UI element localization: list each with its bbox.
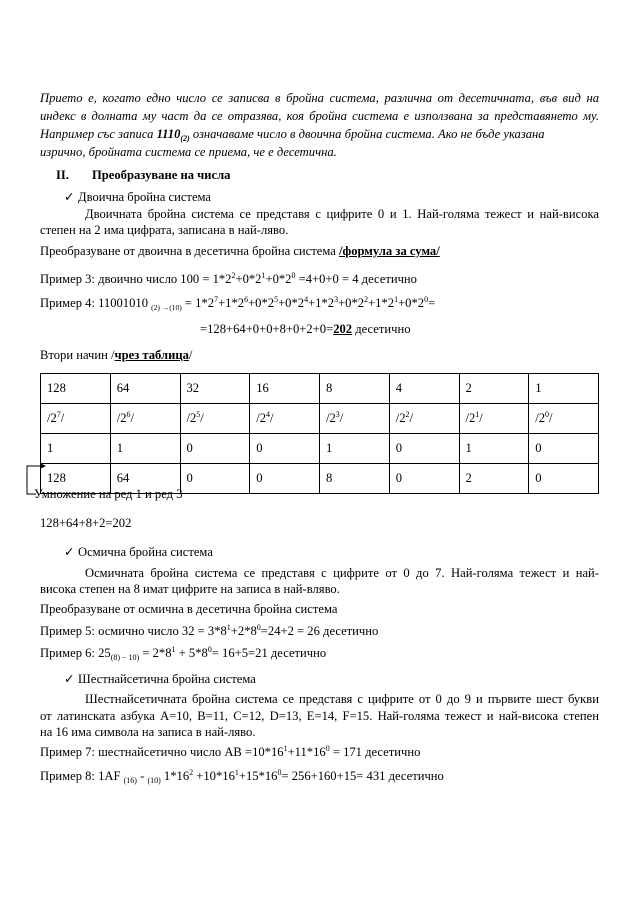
binary-conversion-title — [40, 244, 440, 259]
table-cell: 8 — [320, 374, 390, 404]
table-cell: 32 — [180, 374, 250, 404]
ex4-exp: 1 — [394, 295, 399, 304]
table-cell: 0 — [180, 434, 250, 464]
ex4-term: +0*2 — [338, 296, 365, 310]
table-cell: 0 — [180, 464, 250, 494]
ex8-term: +10*16 — [193, 769, 235, 783]
intro-example-base: (2) — [180, 134, 190, 143]
table-method-title — [40, 348, 192, 363]
ex4-sum: =128+64+0+0+8+0+2+0= — [200, 322, 334, 336]
table-cell: 0 — [529, 464, 599, 494]
power-suffix: / — [549, 411, 553, 425]
table-method-post: / — [188, 348, 193, 362]
power-suffix: / — [270, 411, 274, 425]
ex4-exp: 4 — [304, 295, 309, 304]
ex4-terms — [214, 296, 435, 310]
table-cell: 8 — [320, 464, 390, 494]
table-cell: 128 — [41, 464, 111, 494]
ex5-exp: 0 — [256, 623, 261, 632]
ex3-exp: 1 — [261, 271, 266, 280]
ex7-exp: 1 — [283, 744, 288, 753]
table-cell: 1 — [459, 434, 529, 464]
ex6-exp: 1 — [171, 645, 176, 654]
example-3 — [40, 272, 417, 287]
intro-line-3-post: означаваме число в двоична бройна система. Ако не бъде указана — [189, 127, 545, 141]
ex5-term: +2*8 — [230, 624, 257, 638]
binary-heading-text: Двоична бройна система — [78, 190, 212, 204]
intro-line-4: изрично, бройната система се приема, че е десетична. — [40, 145, 337, 159]
table-cell: 4 — [389, 374, 459, 404]
ex5-post: =24+2 = 26 десетично — [260, 624, 379, 638]
example-7 — [40, 745, 420, 760]
ex8-exp: 2 — [189, 768, 194, 777]
table-cell: 16 — [250, 374, 320, 404]
power-prefix: /2 — [326, 411, 336, 425]
power-exp: 0 — [545, 410, 550, 419]
binary-desc-2: степен на 2 има цифрата, записана в най-ляво. — [40, 223, 289, 237]
table-row-powers — [41, 404, 599, 434]
table-cell: 0 — [389, 464, 459, 494]
table-cell: 0 — [250, 464, 320, 494]
table-cell: 0 — [389, 434, 459, 464]
ex6-pre: Пример 6: 25 — [40, 646, 111, 660]
checkmark-icon: ✓ — [64, 545, 75, 559]
binary-heading — [64, 190, 211, 205]
binary-conversion-text: Преобразуване от двоична в десетична бройна система — [40, 244, 339, 258]
power-exp: 7 — [56, 410, 61, 419]
table-cell: 2 — [459, 374, 529, 404]
table-cell: 1 — [529, 374, 599, 404]
power-suffix: / — [479, 411, 483, 425]
hex-heading-text: Шестнайсетична бройна система — [78, 672, 256, 686]
table-cell: 2 — [459, 464, 529, 494]
table-row-digits — [41, 434, 599, 464]
ex7-pre: Пример 7: шестнайсетично число AB =10*16 — [40, 745, 284, 759]
ex3-exp: 0 — [291, 271, 296, 280]
ex8-exp: 1 — [234, 768, 239, 777]
power-suffix: / — [339, 411, 344, 425]
power-exp: 6 — [126, 410, 131, 419]
table-cell: 0 — [529, 434, 599, 464]
power-suffix: / — [200, 411, 204, 425]
ex3-term: +0*2 — [235, 272, 262, 286]
table-cell — [320, 404, 390, 434]
ex8-exp: 0 — [277, 768, 282, 777]
table-cell — [250, 404, 320, 434]
table-cell — [389, 404, 459, 434]
ex4-exp: 6 — [244, 295, 249, 304]
example-8 — [40, 769, 444, 784]
ex4-exp: 0 — [424, 295, 429, 304]
binary-sum: 128+64+8+2=202 — [40, 516, 132, 530]
power-exp: 2 — [405, 410, 410, 419]
ex5-pre: Пример 5: осмично число 32 = 3*8 — [40, 624, 227, 638]
ex4-exp: 7 — [214, 295, 219, 304]
ex4-term: = — [428, 296, 436, 310]
formula-sum-label: /формула за сума/ — [338, 244, 440, 258]
power-prefix: /2 — [116, 411, 127, 425]
ex8-pre: Пример 8: 1AF — [40, 769, 124, 783]
table-cell: 1 — [110, 434, 180, 464]
ex4-exp: 2 — [364, 295, 369, 304]
ex6-term: + 5*8 — [175, 646, 208, 660]
ex4-result: 202 — [333, 322, 353, 336]
ex4-term: +1*2 — [308, 296, 335, 310]
ex3-term: +0*2 — [265, 272, 292, 286]
ex4-post: десетично — [352, 322, 411, 336]
ex8-base-from: (16) — [123, 776, 137, 785]
power-suffix: / — [130, 411, 135, 425]
ex3-post: =4+0+0 = 4 десетично — [295, 272, 417, 286]
ex7-post: = 171 десетично — [329, 745, 421, 759]
ex3-exp: 2 — [231, 271, 236, 280]
power-prefix: /2 — [256, 411, 267, 425]
power-exp: 5 — [196, 410, 201, 419]
hex-desc-3: на 16 има символа на записа в най-ляво. — [40, 725, 256, 739]
intro-line-3-pre: Например със записа — [40, 127, 157, 141]
octal-desc-1: Осмичната бройна система се представя с цифрите от 0 до 7. Най-голяма тежест и най- — [85, 566, 599, 580]
intro-line-1: Прието е, когато едно число се записва в бройна система, различна от десетичната, във вид на — [40, 91, 599, 105]
ex4-exp: 3 — [334, 295, 339, 304]
power-exp: 3 — [335, 410, 340, 419]
hex-desc-2: от латинската азбука A=10, B=11, C=12, D=13, E=14, F=15. Най-голяма тежест и най-висока степен — [40, 709, 599, 723]
ex8-dash: - — [136, 769, 148, 783]
ex4-term: +1*2 — [218, 296, 245, 310]
ex4-exp: 5 — [274, 295, 279, 304]
intro-line-2: индекс в долната му част да се отразява, коя бройна система е използвана за представянето му. — [40, 109, 599, 123]
power-prefix: /2 — [47, 411, 57, 425]
power-prefix: /2 — [535, 411, 546, 425]
ex8-term: +15*16 — [238, 769, 278, 783]
octal-heading — [64, 545, 213, 560]
ex4-term: +0*2 — [398, 296, 425, 310]
octal-heading-text: Осмична бройна система — [78, 545, 213, 559]
ex7-term: +11*16 — [287, 745, 326, 759]
table-cell: 1 — [320, 434, 390, 464]
example-6 — [40, 646, 326, 661]
ex6-post: = 16+5=21 десетично — [211, 646, 327, 660]
intro-line-3 — [40, 127, 545, 142]
power-suffix: / — [60, 411, 65, 425]
table-cell: 64 — [110, 464, 180, 494]
table-cell — [110, 404, 180, 434]
table-method-label: чрез таблица — [114, 348, 189, 362]
hex-heading — [64, 672, 256, 687]
example-4-result — [200, 322, 411, 337]
ex4-eq: = 1*2 — [181, 296, 215, 310]
table-method-pre: Втори начин / — [40, 348, 115, 362]
binary-desc-1: Двоичната бройна система се представя с цифрите 0 и 1. Най-голяма тежест и най-висока — [85, 207, 599, 221]
power-prefix: /2 — [186, 411, 197, 425]
table-cell — [459, 404, 529, 434]
section-number: II. — [56, 168, 69, 182]
power-exp: 4 — [266, 410, 271, 419]
power-prefix: /2 — [465, 411, 476, 425]
table-cell: 128 — [41, 374, 111, 404]
ex7-exp: 0 — [325, 744, 330, 753]
ex4-pre: Пример 4: 11001010 — [40, 296, 152, 310]
ex8-term: 1*16 — [160, 769, 190, 783]
table-cell — [529, 404, 599, 434]
ex6-exp: 0 — [207, 645, 212, 654]
ex5-exp: 1 — [226, 623, 231, 632]
power-exp: 1 — [475, 410, 480, 419]
ex4-term: +1*2 — [368, 296, 395, 310]
table-cell: 64 — [110, 374, 180, 404]
octal-conversion-title: Преобразуване от осмична в десетична бройна система — [40, 602, 338, 616]
ex4-base: (2) →(10) — [151, 303, 182, 312]
ex4-term: +0*2 — [248, 296, 275, 310]
ex3-pre: Пример 3: двоично число 100 = 1*2 — [40, 272, 232, 286]
ex8-base-to: (10) — [147, 776, 161, 785]
checkmark-icon: ✓ — [64, 672, 75, 686]
checkmark-icon: ✓ — [64, 190, 75, 204]
ex6-base: (8) − 10) — [110, 653, 140, 662]
ex6-eq: = 2*8 — [139, 646, 172, 660]
table-cell — [180, 404, 250, 434]
table-cell: 1 — [41, 434, 111, 464]
octal-desc-2: висока степен на 8 имат цифрите на записа в най-вляво. — [40, 582, 340, 596]
table-row-weights — [41, 374, 599, 404]
example-4 — [40, 296, 435, 311]
ex4-term: +0*2 — [278, 296, 305, 310]
hex-desc-1: Шестнайсетичната бройна система се представя с цифрите от 0 до 9 и първите шест букви — [85, 692, 599, 706]
multiplication-note: Умножение на ред 1 и ред 3 — [34, 487, 183, 501]
power-suffix: / — [409, 411, 414, 425]
table-cell: 0 — [250, 434, 320, 464]
intro-example-number: 1110 — [156, 127, 181, 141]
binary-table — [40, 373, 599, 494]
power-prefix: /2 — [395, 411, 406, 425]
example-5 — [40, 624, 378, 639]
section-title: Преобразуване на числа — [92, 168, 231, 182]
table-cell — [41, 404, 111, 434]
ex8-post: = 256+160+15= 431 десетично — [281, 769, 444, 783]
